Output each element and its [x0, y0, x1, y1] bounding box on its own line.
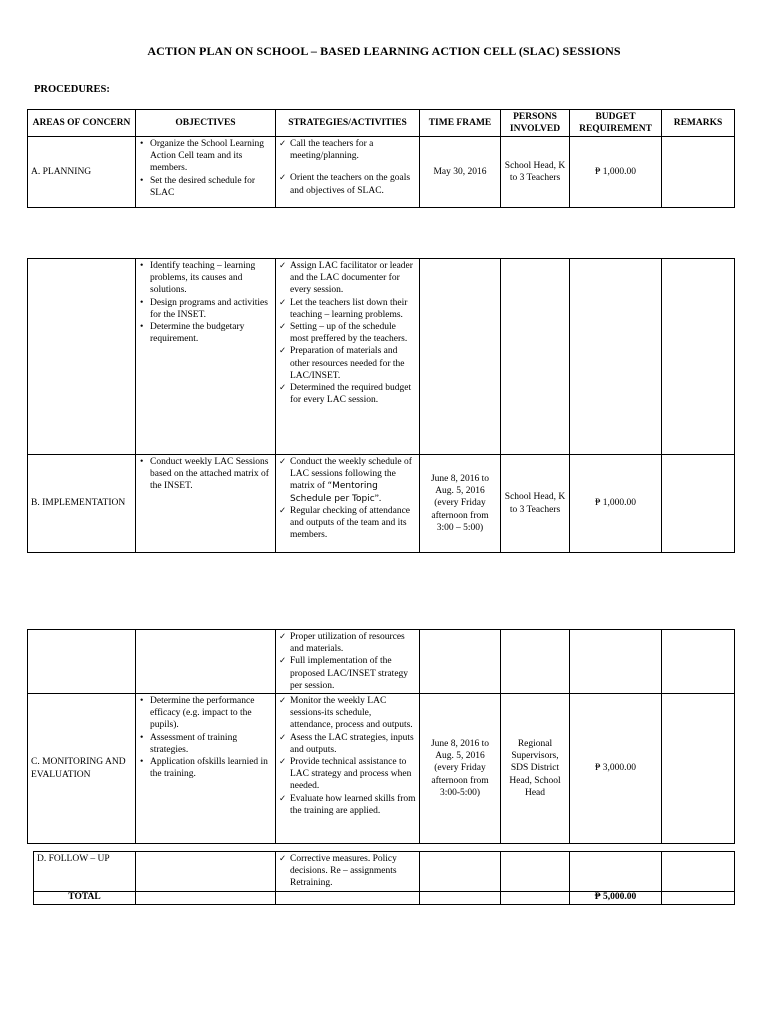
table-row-follow-up [34, 852, 735, 892]
header-strategies: STRATEGIES/ACTIVITIES [276, 110, 420, 137]
list-item: ✓ Determined the required budget for every LAC session. [279, 382, 416, 406]
persons-cell [501, 852, 570, 892]
list-item: ✓ Monitor the weekly LAC sessions-its schedule, attendance, process and outputs. [279, 695, 416, 732]
budget-cell: ₱ 1,000.00 [570, 137, 662, 208]
list-item: ✓ Evaluate how learned skills from the training are applied. [279, 793, 416, 817]
list-item: • Conduct weekly LAC Sessions based on the attached matrix of the INSET. [139, 456, 272, 493]
list-item: • Assessment of training strategies. [139, 732, 272, 756]
persons-cell: School Head, K to 3 Teachers [501, 455, 570, 553]
time-frame-cell [420, 852, 501, 892]
list-item: ✓ Provide technical assistance to LAC strategy and process when needed. [279, 756, 416, 793]
objectives-cell [136, 694, 276, 844]
time-frame-cell: June 8, 2016 to Aug. 5, 2016 (every Friday afternoon from 3:00 – 5:00) [420, 455, 501, 553]
list-item: • Set the desired schedule for SLAC [139, 175, 272, 199]
persons-cell [501, 259, 570, 455]
budget-cell [570, 259, 662, 455]
remarks-cell [662, 694, 735, 844]
list-item: • Identify teaching – learning problems, its causes and solutions. [139, 260, 272, 297]
objectives-cell [136, 137, 276, 208]
list-item: ✓ Assign LAC facilitator or leader and the LAC documenter for every session. [279, 260, 416, 297]
header-row [28, 110, 735, 137]
remarks-cell [662, 455, 735, 553]
budget-cell [570, 852, 662, 892]
strategies-cell [276, 455, 420, 553]
remarks-cell [662, 630, 735, 694]
list-item: ✓ Regular checking of attendance and outputs of the team and its members. [279, 505, 416, 542]
header-areas-of-concern: AREAS OF CONCERN [28, 110, 136, 137]
list-item: ✓ Preparation of materials and other resources needed for the LAC/INSET. [279, 345, 416, 382]
persons-cell: Regional Supervisors, SDS District Head, School Head [501, 694, 570, 844]
persons-cell [501, 891, 570, 904]
table-row-implementation-continued [28, 630, 735, 694]
header-budget-requirement: BUDGET REQUIREMENT [570, 110, 662, 137]
header-persons-involved: PERSONS INVOLVED [501, 110, 570, 137]
objectives-cell [136, 455, 276, 553]
objectives-cell [136, 259, 276, 455]
remarks-cell [662, 852, 735, 892]
time-frame-cell: May 30, 2016 [420, 137, 501, 208]
strategy-text: Conduct the weekly schedule of LAC sessions following the matrix of [290, 457, 412, 492]
total-label: TOTAL [34, 891, 136, 904]
list-item: • Determine the budgetary requirement. [139, 321, 272, 345]
strategies-cell [276, 259, 420, 455]
strategies-cell [276, 852, 420, 892]
list-item [279, 456, 416, 505]
budget-cell: ₱ 1,000.00 [570, 455, 662, 553]
mentoring-schedule-topic: “Mentoring Schedule per Topic [290, 481, 378, 504]
header-remarks: REMARKS [662, 110, 735, 137]
header-objectives: OBJECTIVES [136, 110, 276, 137]
strategies-cell [276, 694, 420, 844]
remarks-cell [662, 891, 735, 904]
area-planning: A. PLANNING [28, 137, 136, 208]
strategies-cell [276, 891, 420, 904]
objectives-cell [136, 891, 276, 904]
budget-cell: ₱ 3,000.00 [570, 694, 662, 844]
action-plan-table-4 [33, 851, 735, 905]
list-item: • Application ofskills learnied in the training. [139, 756, 272, 780]
objectives-cell [136, 630, 276, 694]
table-row-monitoring [28, 694, 735, 844]
procedures-label: PROCEDURES: [34, 84, 110, 95]
strategies-cell [276, 630, 420, 694]
persons-cell: School Head, K to 3 Teachers [501, 137, 570, 208]
table-row-implementation [28, 455, 735, 553]
action-plan-table-3 [27, 629, 735, 844]
action-plan-table-2 [27, 258, 735, 553]
list-item: ✓ Full implementation of the proposed LAC/INSET strategy per session. [279, 655, 416, 692]
document-title: ACTION PLAN ON SCHOOL – BASED LEARNING ACTION CELL (SLAC) SESSIONS [147, 44, 621, 58]
action-plan-table-1 [27, 109, 735, 208]
time-frame-cell [420, 259, 501, 455]
list-item: ✓ Corrective measures. Policy decisions. Re – assignments Retraining. [279, 853, 416, 890]
header-time-frame: TIME FRAME [420, 110, 501, 137]
list-item: • Determine the performance efficacy (e.g. impact to the pupils). [139, 695, 272, 732]
remarks-cell [662, 137, 735, 208]
time-frame-cell [420, 891, 501, 904]
list-item: ✓ Proper utilization of resources and materials. [279, 631, 416, 655]
table-row-planning [28, 137, 735, 208]
total-budget: ₱ 5,000.00 [570, 891, 662, 904]
list-item: ✓ Setting – up of the schedule most preffered by the teachers. [279, 321, 416, 345]
budget-cell [570, 630, 662, 694]
list-item: ✓ Call the teachers for a meeting/planning. [279, 138, 416, 162]
table-row-planning-continued [28, 259, 735, 455]
strategy-text-end: ”. [374, 493, 382, 504]
area-implementation: B. IMPLEMENTATION [28, 455, 136, 553]
time-frame-cell: June 8, 2016 to Aug. 5, 2016 (every Friday afternoon from 3:00-5:00) [420, 694, 501, 844]
time-frame-cell [420, 630, 501, 694]
area-cell-empty [28, 259, 136, 455]
objectives-cell [136, 852, 276, 892]
area-monitoring-evaluation: C. MONITORING AND EVALUATION [28, 694, 136, 844]
area-follow-up: D. FOLLOW – UP [34, 852, 136, 892]
list-item: ✓ Orient the teachers on the goals and objectives of SLAC. [279, 172, 416, 196]
table-row-total [34, 891, 735, 904]
list-item: ✓ Asess the LAC strategies, inputs and outputs. [279, 732, 416, 756]
remarks-cell [662, 259, 735, 455]
list-item: ✓ Let the teachers list down their teaching – learning problems. [279, 297, 416, 321]
list-item: • Organize the School Learning Action Cell team and its members. [139, 138, 272, 175]
area-cell-empty [28, 630, 136, 694]
persons-cell [501, 630, 570, 694]
list-item: • Design programs and activities for the INSET. [139, 297, 272, 321]
strategies-cell [276, 137, 420, 208]
